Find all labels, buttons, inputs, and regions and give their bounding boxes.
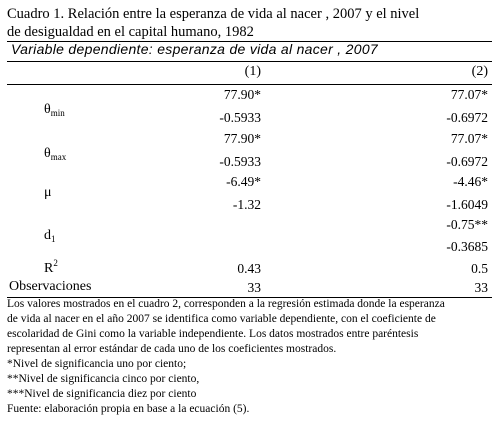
cell-se: -0.6972: [446, 154, 488, 169]
note-line: ***Nivel de significancia diez por ciento: [7, 388, 197, 400]
cell-r2: 0.5: [471, 261, 488, 276]
note-line: **Nivel de significancia cinco por ciento,: [7, 373, 200, 385]
note-line: de vida al nacer en el año 2007 se identifica como variable dependiente, con el coeficiente de: [7, 313, 436, 325]
row-label-subscript: 1: [51, 234, 56, 244]
row-label-symbol: θ: [44, 102, 51, 117]
row-label-symbol: θ: [44, 146, 51, 161]
row-label-symbol: μ: [44, 185, 52, 200]
note-line: representan al error estándar de cada uno de los coeficientes mostrados.: [7, 343, 337, 355]
cell-coef: -0.75**: [446, 217, 488, 232]
row-label-symbol: R: [44, 261, 54, 276]
cell-se: -0.5933: [219, 110, 261, 125]
subtitle: Variable dependiente: esperanza de vida al nacer , 2007: [11, 41, 379, 57]
row-label-subscript: max: [50, 152, 67, 162]
note-line: *Nivel de significancia uno por ciento;: [7, 358, 187, 370]
subtitle-rule: [7, 61, 492, 62]
row-label-superscript: 2: [53, 258, 58, 268]
column-header-2: (2): [471, 64, 488, 79]
column-header-1: (1): [244, 64, 261, 79]
title-line-1: Cuadro 1. Relación entre la esperanza de vida al nacer , 2007 y el nivel: [7, 6, 420, 22]
row-label-observations: Observaciones: [9, 279, 92, 294]
table-notes: [7, 297, 495, 417]
cell-se: -1.6049: [446, 197, 488, 212]
cell-coef: -6.49*: [226, 174, 261, 189]
table-title: [7, 5, 487, 41]
cell-se: -0.5933: [219, 154, 261, 169]
row-label-subscript: min: [50, 108, 65, 118]
row-label-theta-max: [44, 146, 66, 162]
cell-coef: -4.46*: [453, 174, 488, 189]
cell-coef: 77.90*: [223, 87, 261, 102]
note-line: escolaridad de Gini como la variable independiente. Los datos mostrados entre paréntesis: [7, 328, 419, 340]
cell-coef: 77.07*: [450, 87, 488, 102]
cell-coef: 77.90*: [223, 131, 261, 146]
title-line-2: de desigualdad en el capital humano, 1982: [7, 24, 254, 40]
cell-coef: 77.07*: [450, 131, 488, 146]
cell-se: -0.3685: [446, 239, 488, 254]
cell-se: -1.32: [232, 197, 261, 212]
cell-obs: 33: [247, 280, 261, 295]
row-label-symbol: d: [44, 228, 51, 243]
note-line: Los valores mostrados en el cuadro 2, corresponden a la regresión estimada donde la esperanza: [7, 298, 445, 310]
header-rule: [7, 84, 492, 85]
row-label-theta-min: [44, 102, 65, 118]
cell-se: -0.6972: [446, 110, 488, 125]
row-label-d1: [44, 228, 56, 244]
cell-obs: 33: [474, 280, 488, 295]
row-label-mu: [44, 185, 52, 201]
cell-r2: 0.43: [237, 261, 261, 276]
row-label-r2: [44, 258, 58, 277]
note-line: Fuente: elaboración propia en base a la ecuación (5).: [7, 403, 250, 415]
